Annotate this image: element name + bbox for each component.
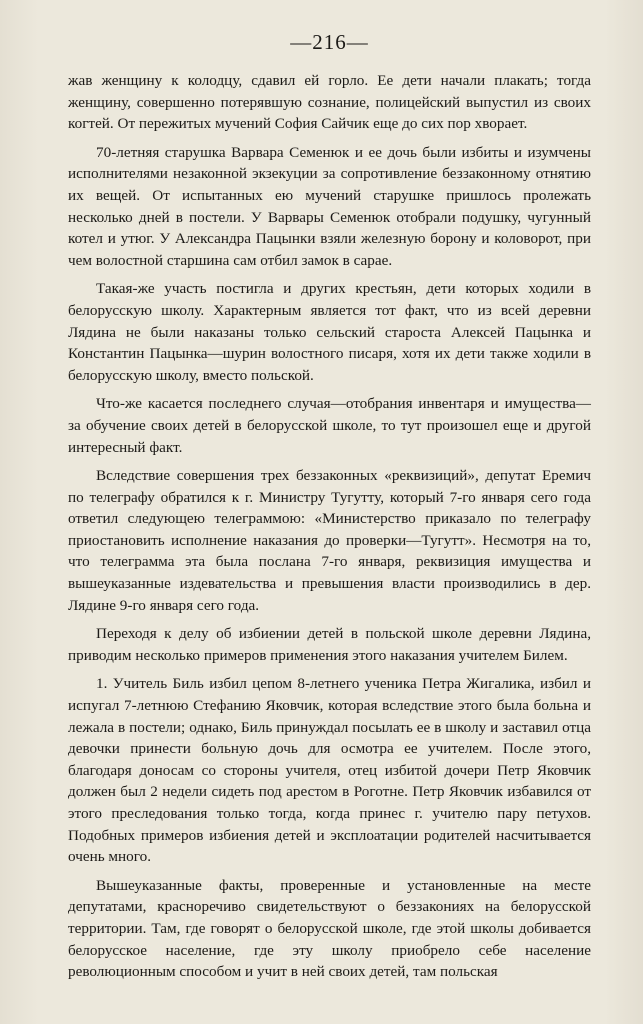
paragraph-4: Что-же касается последнего случая—отобрания инвентаря и имущества—за обучение своих детей в белорусской школе, то тут произошел еще и другой интересный факт.	[68, 395, 591, 456]
paragraph-1: жав женщину к колодцу, сдавил ей горло. Ее дети начали плакать; тогда женщину, совершенно потерявшую сознание, полицейский выпустил из своих когтей. От пережитых мучений София Сайчик еще до сих пор хворает.	[68, 72, 591, 133]
paragraph-5: Вследствие совершения трех беззаконных «реквизиций», депутат Еремич по телеграфу обратился к г. Министру Тугутту, который 7-го января сего года ответил следующею телеграммою: «Министерство приказало по телеграфу приостановить исполнение наказания до проверки—Тугутт». Несмотря на то, что телеграмма эта была послана 7-го января, реквизиция имущества и вышеуказанные издевательства и превышения власти производились в дер. Лядине 9-го января сего года.	[68, 467, 591, 614]
page-number: —216—	[290, 30, 369, 54]
paragraph-8: Вышеуказанные факты, проверенные и установленные на месте депутатами, красноречиво свидетельствуют о беззакониях на белорусской территории. Там, где говорят о белорусской школе, где этой школы добивается белорусское население, где эту школу приобрело себе население революционным способом и учит в ней своих детей, там польская	[68, 876, 591, 981]
paragraph-6: Переходя к делу об избиении детей в польской школе деревни Лядина, приводим несколько примеров применения этого наказания учителем Билем.	[68, 625, 591, 664]
paragraph-3: Такая-же участь постигла и других крестьян, дети которых ходили в белорусскую школу. Характерным является тот факт, что из всей деревни Лядина не были наказаны только сельский староста Алексей Пацынка и Константин Пацынка—шурин волостного писаря, хотя их дети также ходили в белорусскую школу, вместо польской.	[68, 280, 591, 384]
paragraph-7: 1. Учитель Биль избил цепом 8-летнего ученика Петра Жигалика, избил и испугал 7-летнюю Стефанию Яковчик, которая вследствие этого была больна и лежала в постели; однако, Биль принуждал посылать ее в школу и заставил отца девочки принести больную дочь для осмотра ее учителем. После этого, благодаря доносам со стороны учителя, отец избитой дочери Петр Яковчик должен был 2 недели сидеть под арестом в Роготне. Петр Яковчик избавился от этого преследования только тогда, когда принес г. учителю пару петухов. Подобных примеров избиения детей и эксплоатации родителей насчитывается очень много.	[68, 675, 591, 866]
paragraph-2: 70-летняя старушка Варвара Семенюк и ее дочь были избиты и изумчены исполнителями незаконной экзекуции за сопротивление беззаконному отнятию их вещей. От испытанных ею мучений старушке пришлось пролежать несколько дней в постели. У Варвары Семенюк отобрали подушку, чугунный котел и утюг. У Александра Пацынки взяли железную борону и коловорот, при чем волостной старшина сам отбил замок в сарае.	[68, 143, 591, 269]
body-text	[68, 70, 591, 983]
